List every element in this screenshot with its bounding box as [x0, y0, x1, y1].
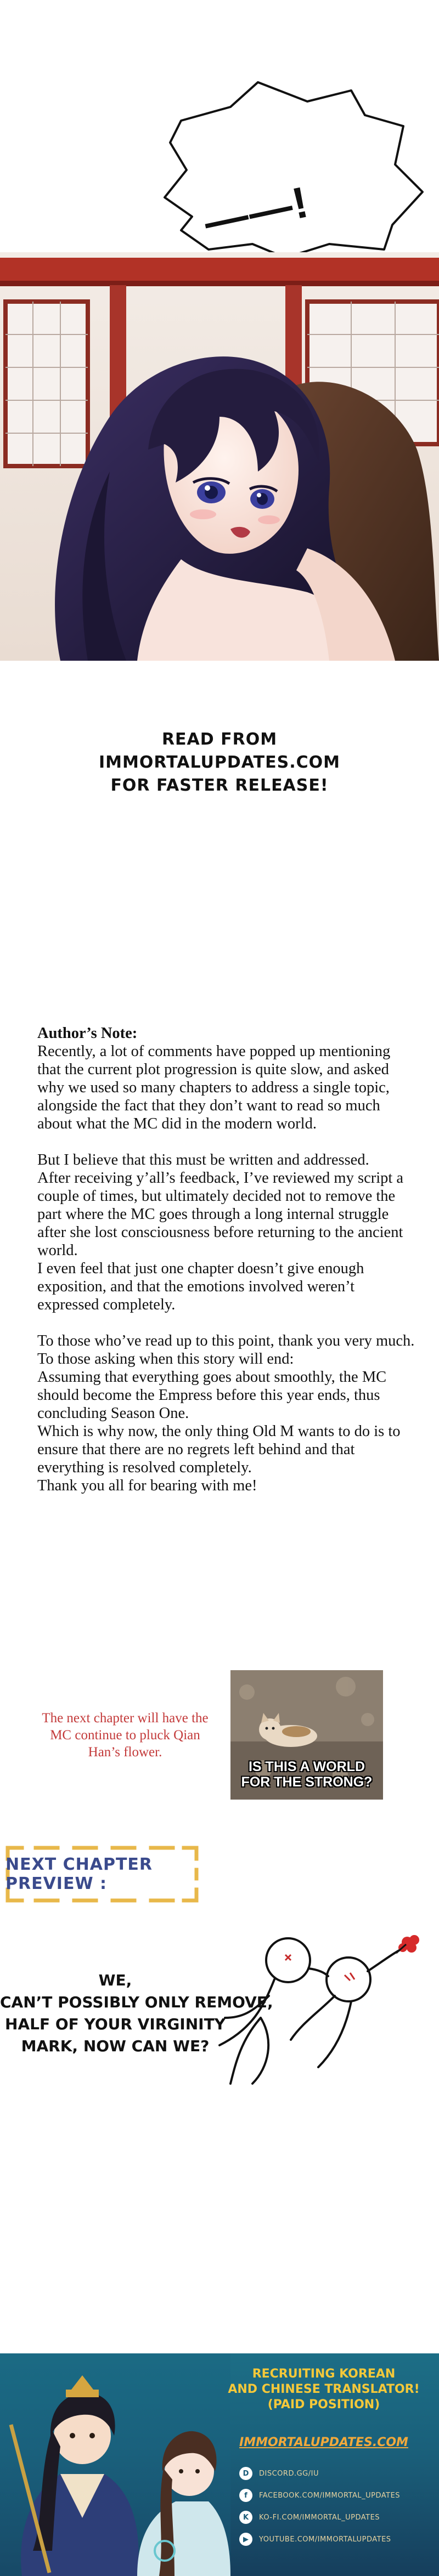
cat-meme-image: [230, 1670, 383, 1800]
stick-figure-sketch: [209, 1908, 434, 2095]
discord-icon: D: [239, 2467, 252, 2480]
authors-note-title: Author’s Note:: [37, 1025, 138, 1042]
recruit-line: (PAID POSITION): [267, 2398, 380, 2412]
social-link-text: KO-FI.COM/IMMORTAL_UPDATES: [259, 2513, 380, 2522]
authors-note: [37, 1024, 416, 1495]
dialogue-line: CAN’T POSSIBLY ONLY REMOVE,: [0, 1993, 273, 2011]
note-paragraph: Thank you all for bearing with me!: [37, 1477, 257, 1494]
read-from-site-line: IMMORTALUPDATES.COM: [99, 753, 340, 772]
site-link[interactable]: IMMORTALUPDATES.COM: [239, 2436, 408, 2449]
note-spacer: [37, 1133, 416, 1151]
read-from-notice: [0, 728, 439, 797]
dialogue-line: HALF OF YOUR VIRGINITY: [5, 2015, 226, 2033]
note-paragraph: To those who’ve read up to this point, thank you very much.: [37, 1332, 415, 1349]
youtube-icon: ▶: [239, 2533, 252, 2546]
social-link-text: YOUTUBE.COM/IMMORTALUPDATES: [259, 2535, 391, 2544]
bubble-exclamation: ——!: [199, 177, 313, 247]
note-paragraph: To those asking when this story will end:: [37, 1351, 294, 1368]
banner-characters-illustration: [0, 2353, 230, 2576]
stick-figure-illustration: [209, 1908, 434, 2095]
scene-illustration: [0, 252, 439, 661]
note-paragraph: Which is why now, the only thing Old M wants to do is to ensure that there are no regrets left behind and that everything is resolved completely.: [37, 1423, 401, 1476]
scanlation-banner: [0, 2353, 439, 2576]
meme-caption-line: FOR THE STRONG?: [241, 1774, 373, 1790]
next-chapter-teaser: The next chapter will have the MC continue to pluck Qian Han’s flower.: [42, 1711, 209, 1760]
note-spacer: [37, 1314, 416, 1332]
preview-dialogue: [0, 1970, 273, 2057]
meme-caption-line: IS THIS A WORLD: [248, 1759, 365, 1774]
social-kofi[interactable]: [239, 2508, 426, 2527]
note-paragraph: I even feel that just one chapter doesn’t give enough exposition, and that the emotions involved weren’t expressed completely.: [37, 1260, 364, 1313]
note-paragraph: But I believe that this must be written and addressed.: [37, 1151, 369, 1168]
manhua-scene-panel: [0, 252, 439, 661]
note-paragraph: After receiving y’all’s feedback, I’ve reviewed my script a couple of times, but ultimately decided not to remove the part where the MC goes through a long internal struggle after she lost consciousness before returning to the ancient world.: [37, 1170, 404, 1259]
next-chapter-preview-frame: [5, 1846, 199, 1903]
recruiting-notice: [214, 2367, 434, 2413]
read-from-line: FOR FASTER RELEASE!: [110, 776, 329, 795]
kofi-icon: K: [239, 2511, 252, 2524]
note-paragraph: Recently, a lot of comments have popped up mentioning that the current plot progression is quite slow, and asked why we used so many chapters to address a single topic, alongside the fact that they don’t want to read so much about what the MC did in the modern world.: [37, 1043, 391, 1132]
next-chapter-preview-label: NEXT CHAPTER PREVIEW :: [5, 1855, 153, 1893]
social-link-text: FACEBOOK.COM/IMMORTAL_UPDATES: [259, 2491, 401, 2500]
read-from-line: READ FROM: [161, 730, 278, 749]
facebook-icon: f: [239, 2489, 252, 2502]
recruit-line: RECRUITING KOREAN: [252, 2367, 396, 2381]
speech-bubble-panel: [0, 0, 439, 258]
dialogue-line: WE,: [98, 1971, 132, 1989]
social-facebook[interactable]: [239, 2486, 426, 2505]
recruit-line: AND CHINESE TRANSLATOR!: [228, 2382, 420, 2396]
meme-caption: [230, 1759, 383, 1790]
social-youtube[interactable]: [239, 2530, 426, 2549]
dialogue-line: MARK, NOW CAN WE?: [21, 2037, 210, 2055]
social-discord[interactable]: [239, 2464, 426, 2483]
social-link-text: DISCORD.GG/IU: [259, 2469, 319, 2478]
note-paragraph: Assuming that everything goes about smoothly, the MC should become the Empress before this year ends, thus concluding Season One.: [37, 1369, 387, 1422]
